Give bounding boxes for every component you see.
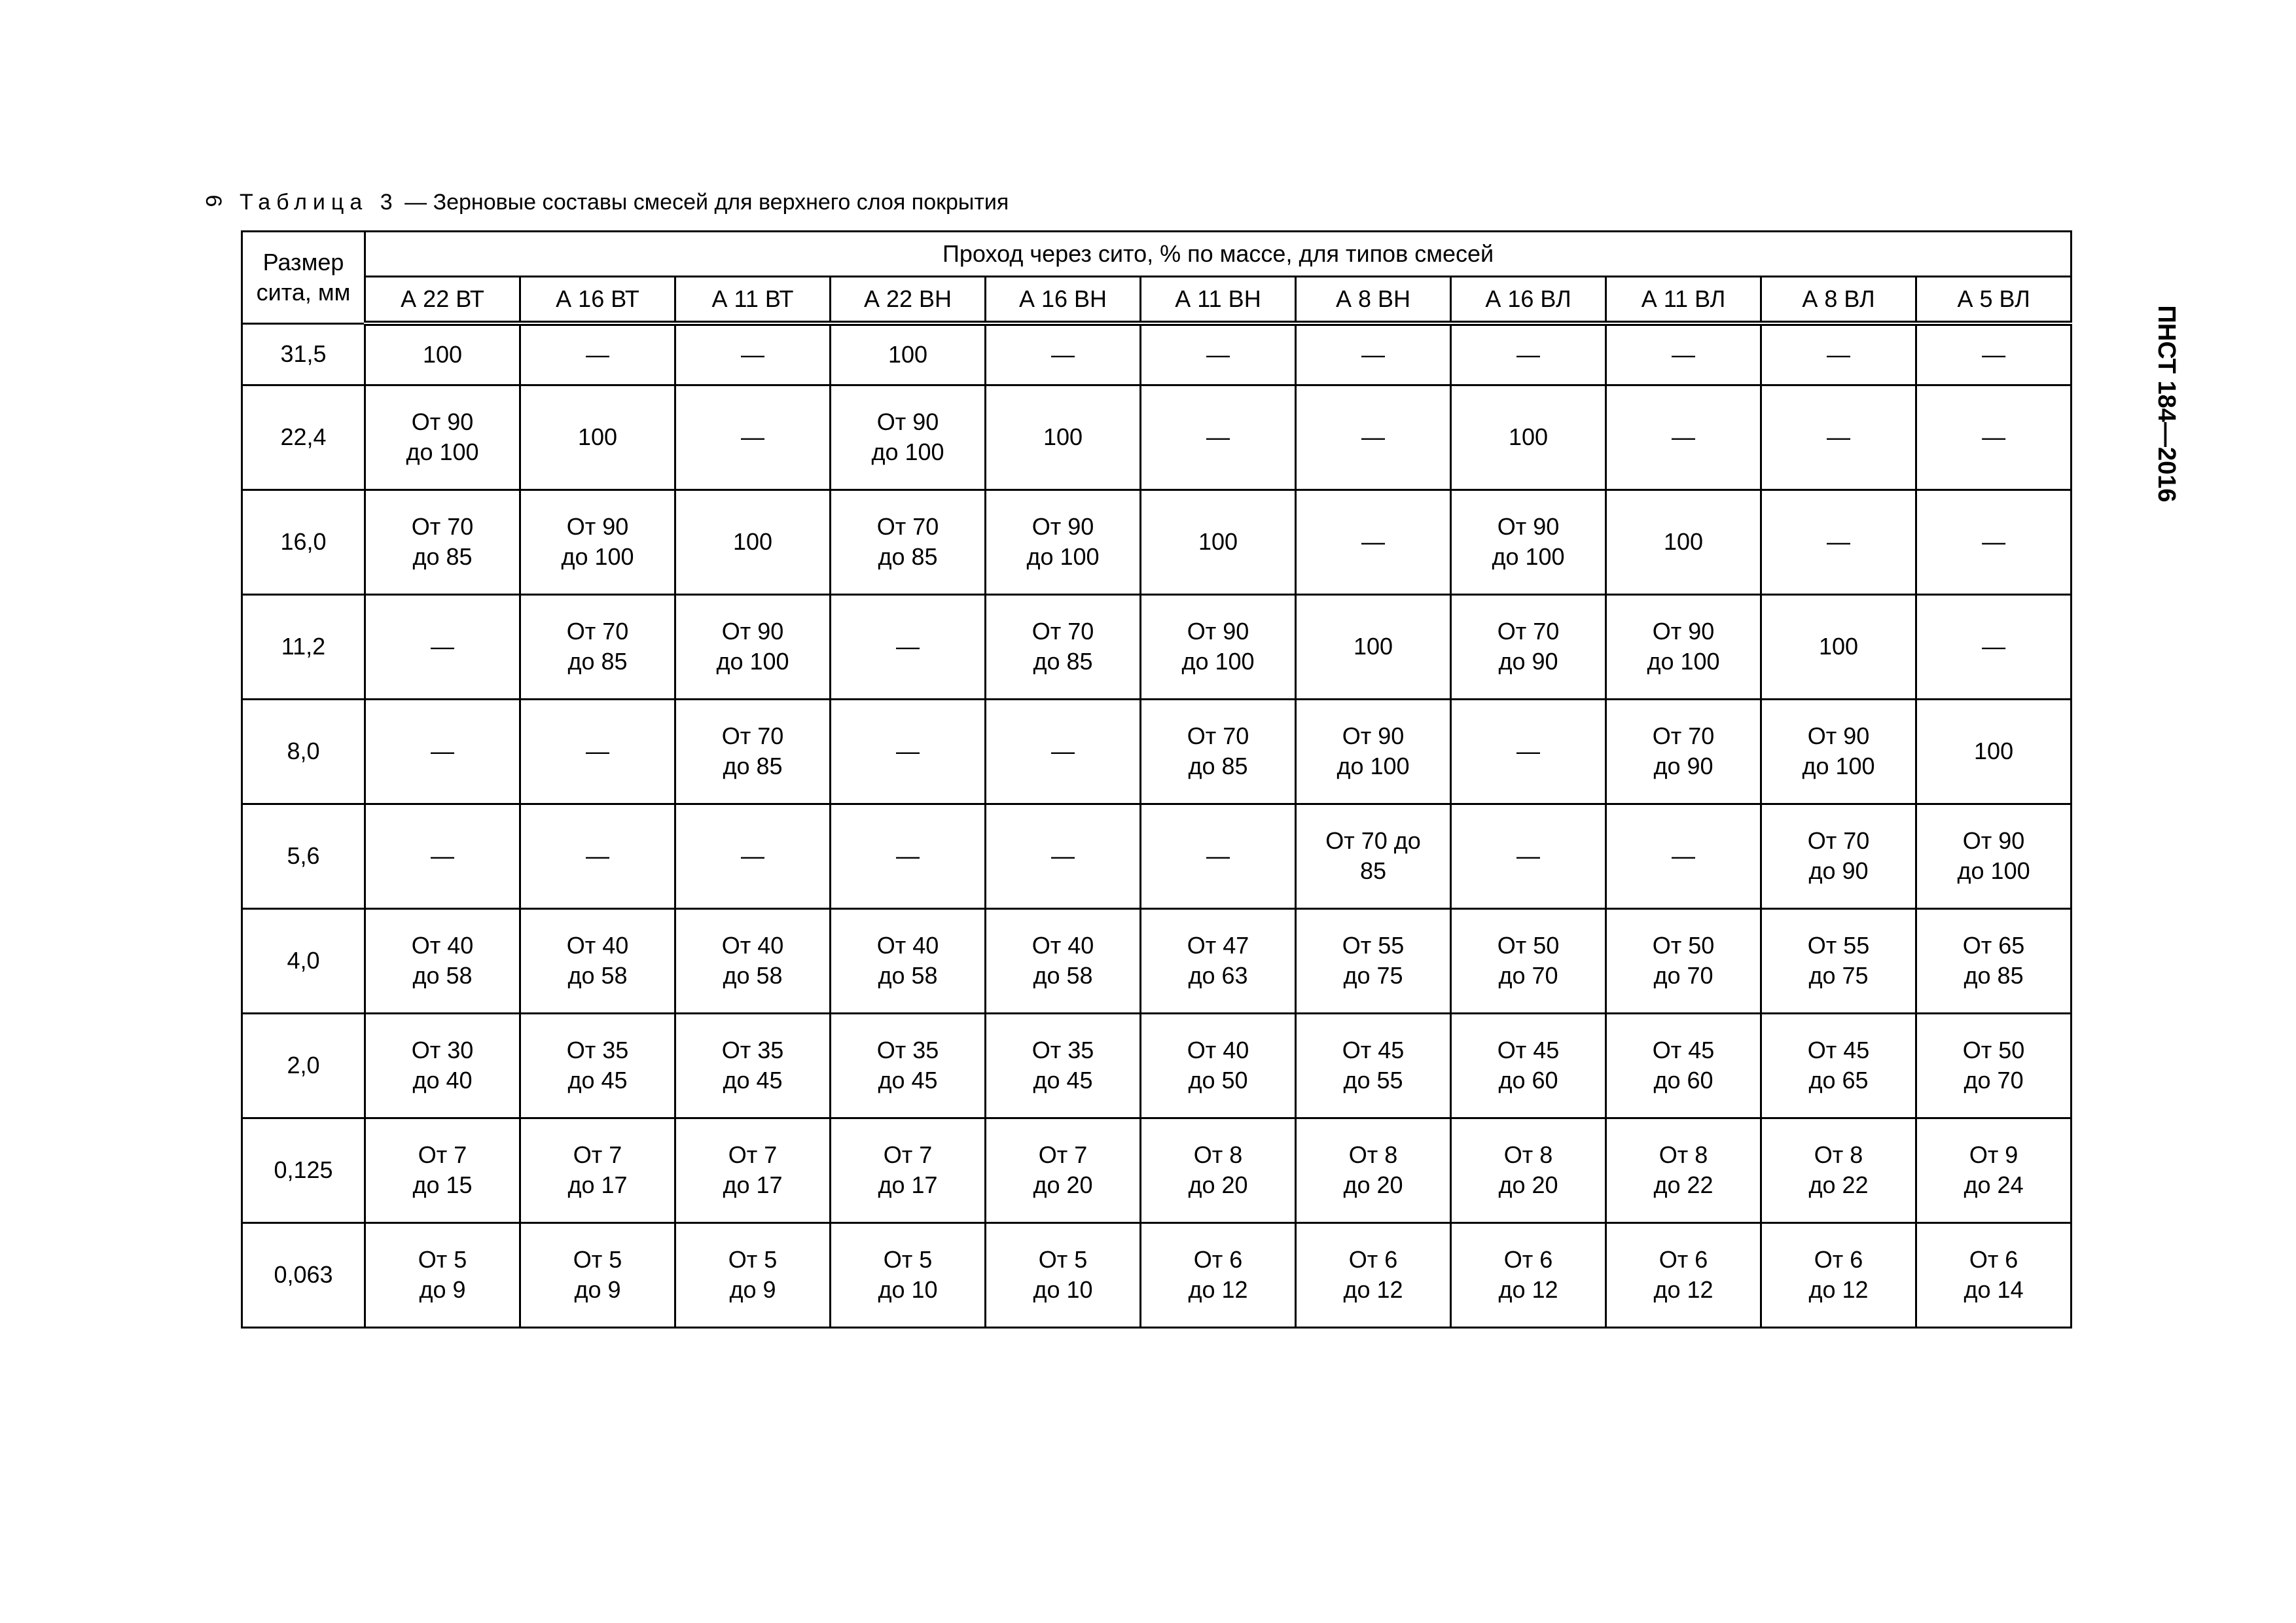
table-cell: От 90 до 100 bbox=[365, 385, 520, 490]
table-cell: От 65 до 85 bbox=[1916, 908, 2072, 1013]
sieve-size-cell: 22,4 bbox=[242, 385, 365, 490]
table-cell: От 50 до 70 bbox=[1916, 1013, 2072, 1118]
table-cell: — bbox=[1606, 804, 1761, 908]
table-cell: От 8 до 20 bbox=[1451, 1118, 1606, 1222]
table-cell: — bbox=[1916, 385, 2072, 490]
table-cell: От 40 до 58 bbox=[365, 908, 520, 1013]
table-cell: От 40 до 58 bbox=[831, 908, 986, 1013]
table-cell: От 55 до 75 bbox=[1296, 908, 1451, 1013]
table-cell: От 7 до 15 bbox=[365, 1118, 520, 1222]
table-cell: От 90 до 100 bbox=[1451, 490, 1606, 594]
table-cell: От 90 до 100 bbox=[1141, 594, 1296, 699]
sieve-size-cell: 8,0 bbox=[242, 699, 365, 804]
table-cell: 100 bbox=[520, 385, 675, 490]
table-cell: От 45 до 55 bbox=[1296, 1013, 1451, 1118]
table-cell: — bbox=[365, 594, 520, 699]
table-cell: — bbox=[831, 699, 986, 804]
mix-type-header: А 11 ВЛ bbox=[1606, 277, 1761, 324]
mix-type-header: А 16 ВЛ bbox=[1451, 277, 1606, 324]
table-cell: От 50 до 70 bbox=[1451, 908, 1606, 1013]
table-cell: От 70 до 85 bbox=[675, 699, 831, 804]
table-cell: 100 bbox=[1916, 699, 2072, 804]
table-cell: — bbox=[520, 323, 675, 385]
table-cell: 100 bbox=[1296, 594, 1451, 699]
table-caption-label: Таблица 3 bbox=[240, 190, 399, 215]
table-cell: От 6 до 12 bbox=[1451, 1222, 1606, 1327]
table-cell: — bbox=[1141, 804, 1296, 908]
sieve-size-cell: 5,6 bbox=[242, 804, 365, 908]
table-cell: — bbox=[1451, 699, 1606, 804]
table-cell: От 90 до 100 bbox=[1296, 699, 1451, 804]
table-cell: — bbox=[520, 699, 675, 804]
table-cell: От 35 до 45 bbox=[675, 1013, 831, 1118]
page-number: 6 bbox=[201, 194, 226, 207]
table-row bbox=[242, 323, 2072, 385]
table-cell: От 40 до 50 bbox=[1141, 1013, 1296, 1118]
table-cell: От 5 до 9 bbox=[675, 1222, 831, 1327]
table-cell: От 8 до 20 bbox=[1296, 1118, 1451, 1222]
mix-type-header: А 8 ВН bbox=[1296, 277, 1451, 324]
table-cell: — bbox=[1761, 490, 1916, 594]
table-cell: — bbox=[1916, 323, 2072, 385]
table-cell: — bbox=[831, 804, 986, 908]
table-cell: От 70 до 85 bbox=[986, 594, 1141, 699]
table-cell: От 40 до 58 bbox=[520, 908, 675, 1013]
table-cell: От 45 до 60 bbox=[1606, 1013, 1761, 1118]
table-cell: — bbox=[1606, 385, 1761, 490]
table-cell: — bbox=[675, 323, 831, 385]
sieve-size-cell: 31,5 bbox=[242, 323, 365, 385]
table-header-row bbox=[242, 232, 2072, 277]
table-cell: От 5 до 9 bbox=[365, 1222, 520, 1327]
table-cell: — bbox=[1451, 804, 1606, 908]
table-cell: — bbox=[1451, 323, 1606, 385]
table-cell: 100 bbox=[831, 323, 986, 385]
table-cell: От 8 до 22 bbox=[1606, 1118, 1761, 1222]
table-cell: — bbox=[1606, 323, 1761, 385]
table-cell: — bbox=[1141, 385, 1296, 490]
mix-type-header: А 16 ВТ bbox=[520, 277, 675, 324]
table-row bbox=[242, 1118, 2072, 1222]
table-caption-text: Зерновые составы смесей для верхнего слоя покрытия bbox=[433, 190, 1009, 215]
table-cell: От 90 до 100 bbox=[1916, 804, 2072, 908]
table-cell: От 90 до 100 bbox=[520, 490, 675, 594]
sieve-size-cell: 0,063 bbox=[242, 1222, 365, 1327]
table-cell: — bbox=[1141, 323, 1296, 385]
table-cell: От 70 до 90 bbox=[1606, 699, 1761, 804]
table-cell: 100 bbox=[1141, 490, 1296, 594]
table-cell: От 7 до 17 bbox=[520, 1118, 675, 1222]
table-cell: От 8 до 20 bbox=[1141, 1118, 1296, 1222]
table-cell: От 90 до 100 bbox=[1606, 594, 1761, 699]
table-cell: От 6 до 12 bbox=[1606, 1222, 1761, 1327]
table-cell: — bbox=[365, 699, 520, 804]
table-cell: От 7 до 17 bbox=[675, 1118, 831, 1222]
table-cell: 100 bbox=[365, 323, 520, 385]
sieve-size-header: Размер сита, мм bbox=[242, 232, 365, 324]
table-cell: От 35 до 45 bbox=[520, 1013, 675, 1118]
table-cell: — bbox=[1296, 385, 1451, 490]
table-cell: — bbox=[675, 385, 831, 490]
table-cell: — bbox=[986, 699, 1141, 804]
table-cell: От 8 до 22 bbox=[1761, 1118, 1916, 1222]
table-cell: От 90 до 100 bbox=[1761, 699, 1916, 804]
mix-type-header: А 16 ВН bbox=[986, 277, 1141, 324]
table-row bbox=[242, 1013, 2072, 1118]
table-body bbox=[242, 323, 2072, 1327]
table-cell: — bbox=[365, 804, 520, 908]
table-cell: — bbox=[675, 804, 831, 908]
table-cell: От 35 до 45 bbox=[986, 1013, 1141, 1118]
table-cell: — bbox=[1916, 490, 2072, 594]
table-caption bbox=[240, 187, 1009, 217]
sieve-size-cell: 16,0 bbox=[242, 490, 365, 594]
mix-type-header: А 11 ВН bbox=[1141, 277, 1296, 324]
table-cell: 100 bbox=[1761, 594, 1916, 699]
table-cell: От 90 до 100 bbox=[831, 385, 986, 490]
mix-types-header-row bbox=[242, 277, 2072, 324]
table-cell: От 45 до 65 bbox=[1761, 1013, 1916, 1118]
sieve-size-cell: 4,0 bbox=[242, 908, 365, 1013]
table-cell: От 35 до 45 bbox=[831, 1013, 986, 1118]
grain-composition-table bbox=[241, 230, 2072, 1329]
table-cell: От 6 до 12 bbox=[1296, 1222, 1451, 1327]
table-cell: От 40 до 58 bbox=[986, 908, 1141, 1013]
mix-type-header: А 11 ВТ bbox=[675, 277, 831, 324]
table-caption-dash: — bbox=[398, 190, 433, 215]
table-cell: 100 bbox=[675, 490, 831, 594]
table-row bbox=[242, 385, 2072, 490]
table-cell: — bbox=[1916, 594, 2072, 699]
table-cell: От 6 до 12 bbox=[1141, 1222, 1296, 1327]
table-cell: От 6 до 14 bbox=[1916, 1222, 2072, 1327]
table-cell: От 9 до 24 bbox=[1916, 1118, 2072, 1222]
table-cell: — bbox=[831, 594, 986, 699]
table-row bbox=[242, 804, 2072, 908]
table-cell: От 7 до 20 bbox=[986, 1118, 1141, 1222]
table-cell: От 70 до 85 bbox=[1296, 804, 1451, 908]
table-cell: От 40 до 58 bbox=[675, 908, 831, 1013]
sieve-pass-header: Проход через сито, % по массе, для типов смесей bbox=[365, 232, 2072, 277]
table-cell: От 70 до 85 bbox=[1141, 699, 1296, 804]
mix-type-header: А 22 ВН bbox=[831, 277, 986, 324]
mix-type-header: А 22 ВТ bbox=[365, 277, 520, 324]
document-code: ПНСТ 184—2016 bbox=[2153, 305, 2180, 503]
table-cell: От 50 до 70 bbox=[1606, 908, 1761, 1013]
table-cell: От 47 до 63 bbox=[1141, 908, 1296, 1013]
table-cell: От 70 до 85 bbox=[520, 594, 675, 699]
table-cell: — bbox=[1296, 323, 1451, 385]
sieve-size-cell: 0,125 bbox=[242, 1118, 365, 1222]
table-cell: От 70 до 85 bbox=[365, 490, 520, 594]
table-cell: — bbox=[986, 323, 1141, 385]
table-row bbox=[242, 1222, 2072, 1327]
table-cell: От 5 до 9 bbox=[520, 1222, 675, 1327]
table-cell: — bbox=[1296, 490, 1451, 594]
table-cell: От 45 до 60 bbox=[1451, 1013, 1606, 1118]
mix-type-header: А 8 ВЛ bbox=[1761, 277, 1916, 324]
table-cell: От 70 до 90 bbox=[1761, 804, 1916, 908]
table-row bbox=[242, 594, 2072, 699]
table-cell: От 7 до 17 bbox=[831, 1118, 986, 1222]
table-cell: От 55 до 75 bbox=[1761, 908, 1916, 1013]
table-cell: От 70 до 90 bbox=[1451, 594, 1606, 699]
table-cell: От 6 до 12 bbox=[1761, 1222, 1916, 1327]
table-cell: — bbox=[1761, 385, 1916, 490]
table-row bbox=[242, 908, 2072, 1013]
table-row bbox=[242, 490, 2072, 594]
sieve-size-cell: 11,2 bbox=[242, 594, 365, 699]
table-cell: От 5 до 10 bbox=[986, 1222, 1141, 1327]
table-cell: От 30 до 40 bbox=[365, 1013, 520, 1118]
table-cell: — bbox=[986, 804, 1141, 908]
sieve-size-cell: 2,0 bbox=[242, 1013, 365, 1118]
table-row bbox=[242, 699, 2072, 804]
table-cell: От 5 до 10 bbox=[831, 1222, 986, 1327]
table-cell: 100 bbox=[986, 385, 1141, 490]
table-cell: От 70 до 85 bbox=[831, 490, 986, 594]
table-cell: 100 bbox=[1606, 490, 1761, 594]
table-cell: — bbox=[520, 804, 675, 908]
table-cell: 100 bbox=[1451, 385, 1606, 490]
table-cell: От 90 до 100 bbox=[675, 594, 831, 699]
table-cell: От 90 до 100 bbox=[986, 490, 1141, 594]
mix-type-header: А 5 ВЛ bbox=[1916, 277, 2072, 324]
table-cell: — bbox=[1761, 323, 1916, 385]
